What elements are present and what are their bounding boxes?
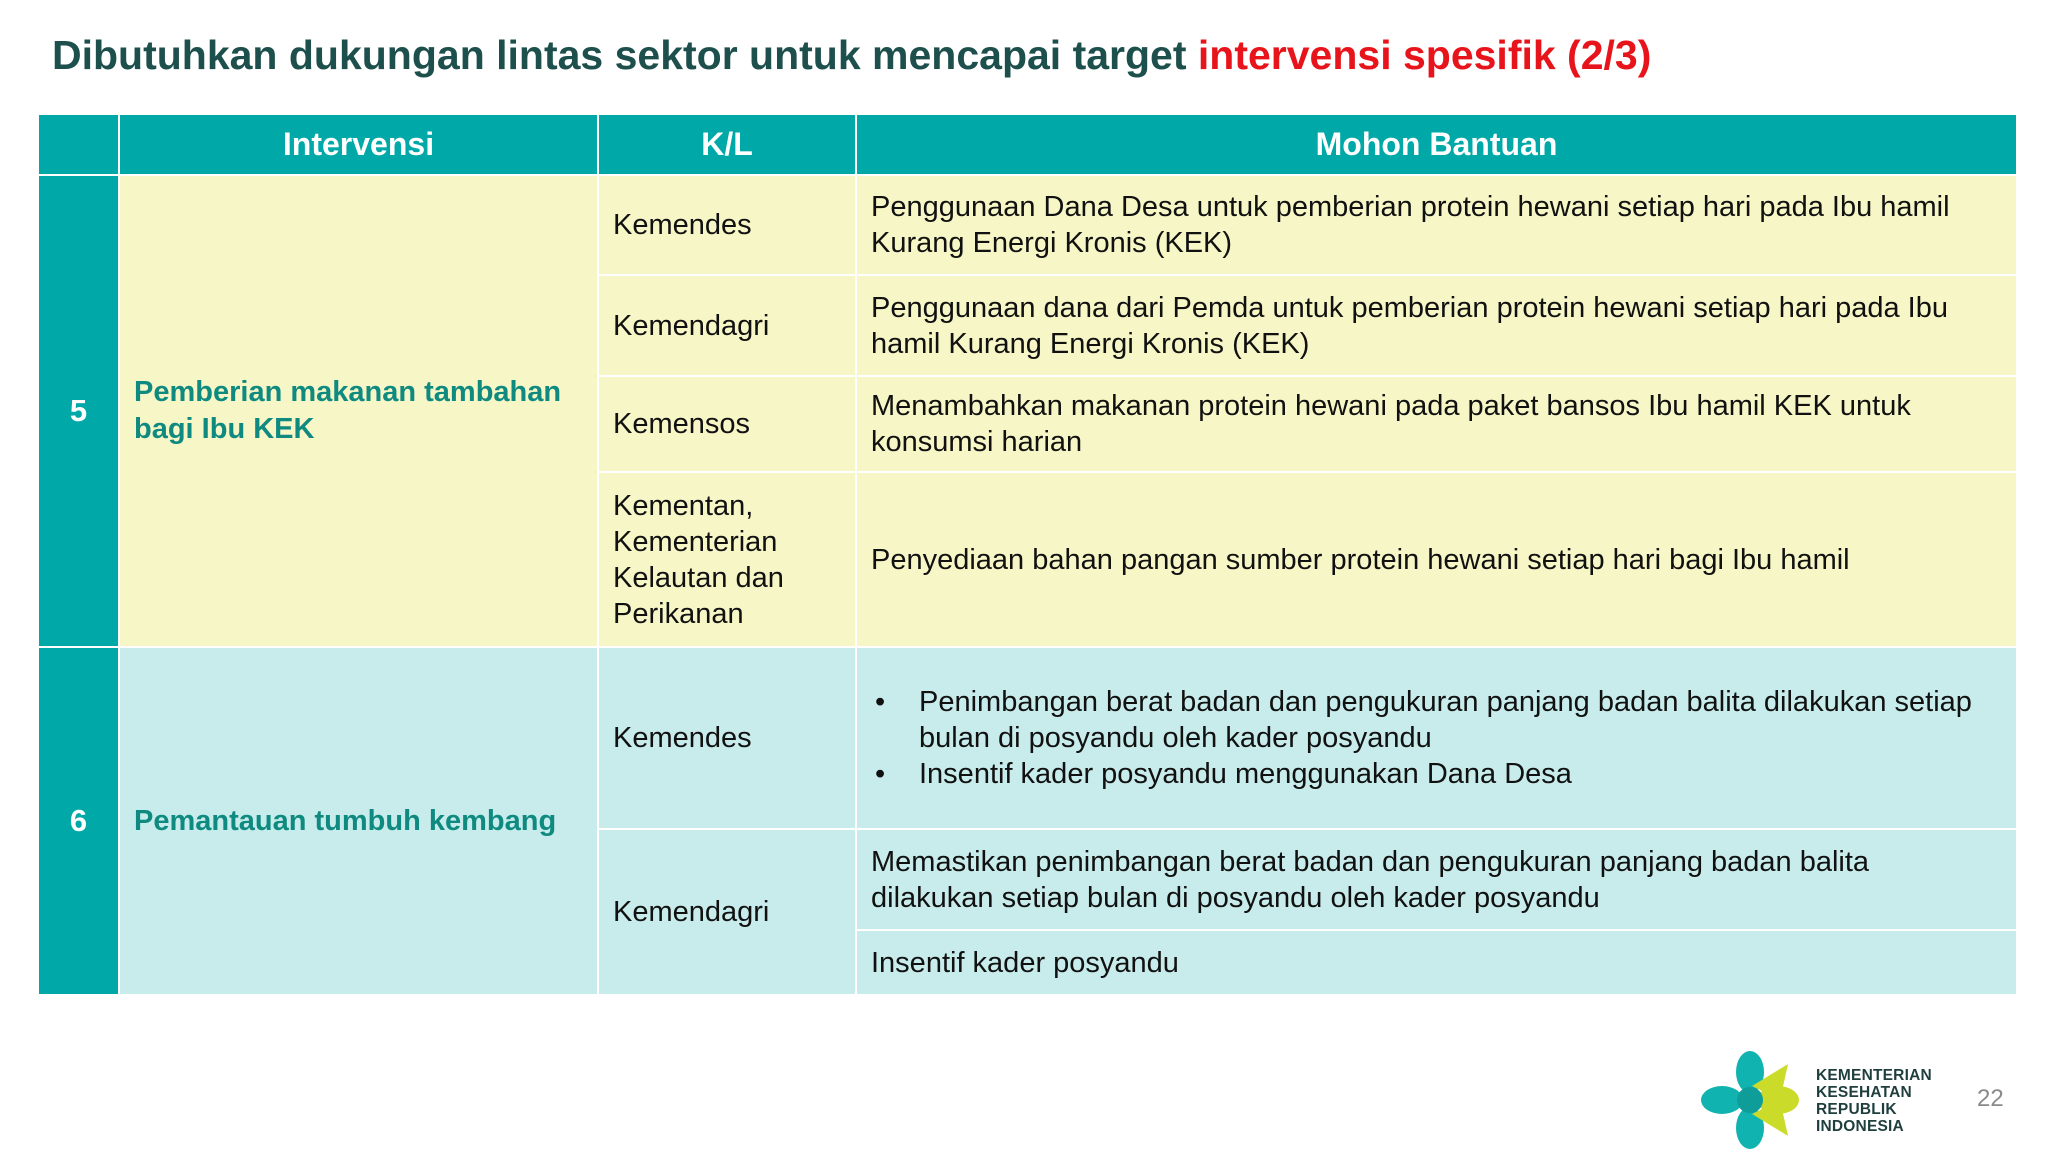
header-number bbox=[38, 114, 119, 175]
header-intervensi: Intervensi bbox=[119, 114, 598, 175]
header-mohon-bantuan: Mohon Bantuan bbox=[856, 114, 2017, 175]
bullet-item: • Insentif kader posyandu menggunakan Dana Desa bbox=[919, 756, 1994, 792]
help-cell: Penggunaan Dana Desa untuk pemberian protein hewani setiap hari pada Ibu hamil Kurang Energi Kronis (KEK) bbox=[856, 175, 2017, 275]
help-cell: Memastikan penimbangan berat badan dan pengukuran panjang badan balita dilakukan setiap bulan di posyandu oleh kader posyandu bbox=[856, 829, 2017, 930]
title-main: Dibutuhkan dukungan lintas sektor untuk mencapai target bbox=[52, 32, 1198, 78]
help-bullet-list bbox=[871, 684, 1994, 792]
kemenkes-logo-text bbox=[1816, 1067, 1932, 1135]
kl-cell: Kemendagri bbox=[598, 829, 856, 995]
logo-line: REPUBLIK bbox=[1816, 1101, 1897, 1118]
bullet-item: • Penimbangan berat badan dan pengukuran panjang badan balita dilakukan setiap bulan di posyandu oleh kader posyandu bbox=[919, 684, 1994, 756]
intervention-5: Pemberian makanan tambahan bagi Ibu KEK bbox=[119, 175, 598, 647]
intervention-6: Pemantauan tumbuh kembang bbox=[119, 647, 598, 995]
logo-line: INDONESIA bbox=[1816, 1118, 1904, 1135]
kl-cell: Kemendes bbox=[598, 175, 856, 275]
table-row bbox=[38, 647, 2017, 829]
kl-cell: Kemendes bbox=[598, 647, 856, 829]
help-cell: Penyediaan bahan pangan sumber protein hewani setiap hari bagi Ibu hamil bbox=[856, 472, 2017, 647]
logo-line: KEMENTERIAN bbox=[1816, 1067, 1932, 1084]
support-table bbox=[37, 113, 2018, 996]
page-title bbox=[52, 32, 1651, 79]
header-kl: K/L bbox=[598, 114, 856, 175]
help-cell: Menambahkan makanan protein hewani pada paket bansos Ibu hamil KEK untuk konsumsi harian bbox=[856, 376, 2017, 472]
page-number: 22 bbox=[1977, 1085, 2004, 1112]
title-accent: intervensi spesifik (2/3) bbox=[1197, 32, 1652, 78]
row-number-5: 5 bbox=[38, 175, 119, 647]
kl-cell: Kemendagri bbox=[598, 275, 856, 376]
kemenkes-logo-icon bbox=[1700, 1050, 1800, 1150]
kl-cell: Kementan, Kementerian Kelautan dan Perikanan bbox=[598, 472, 856, 647]
help-cell: Penggunaan dana dari Pemda untuk pemberian protein hewani setiap hari pada Ibu hamil Kurang Energi Kronis (KEK) bbox=[856, 275, 2017, 376]
kl-cell: Kemensos bbox=[598, 376, 856, 472]
table-header-row bbox=[38, 114, 2017, 175]
help-cell: Insentif kader posyandu bbox=[856, 930, 2017, 995]
row-number-6: 6 bbox=[38, 647, 119, 995]
logo-line: KESEHATAN bbox=[1816, 1084, 1912, 1101]
table-row bbox=[38, 175, 2017, 275]
help-cell bbox=[856, 647, 2017, 829]
